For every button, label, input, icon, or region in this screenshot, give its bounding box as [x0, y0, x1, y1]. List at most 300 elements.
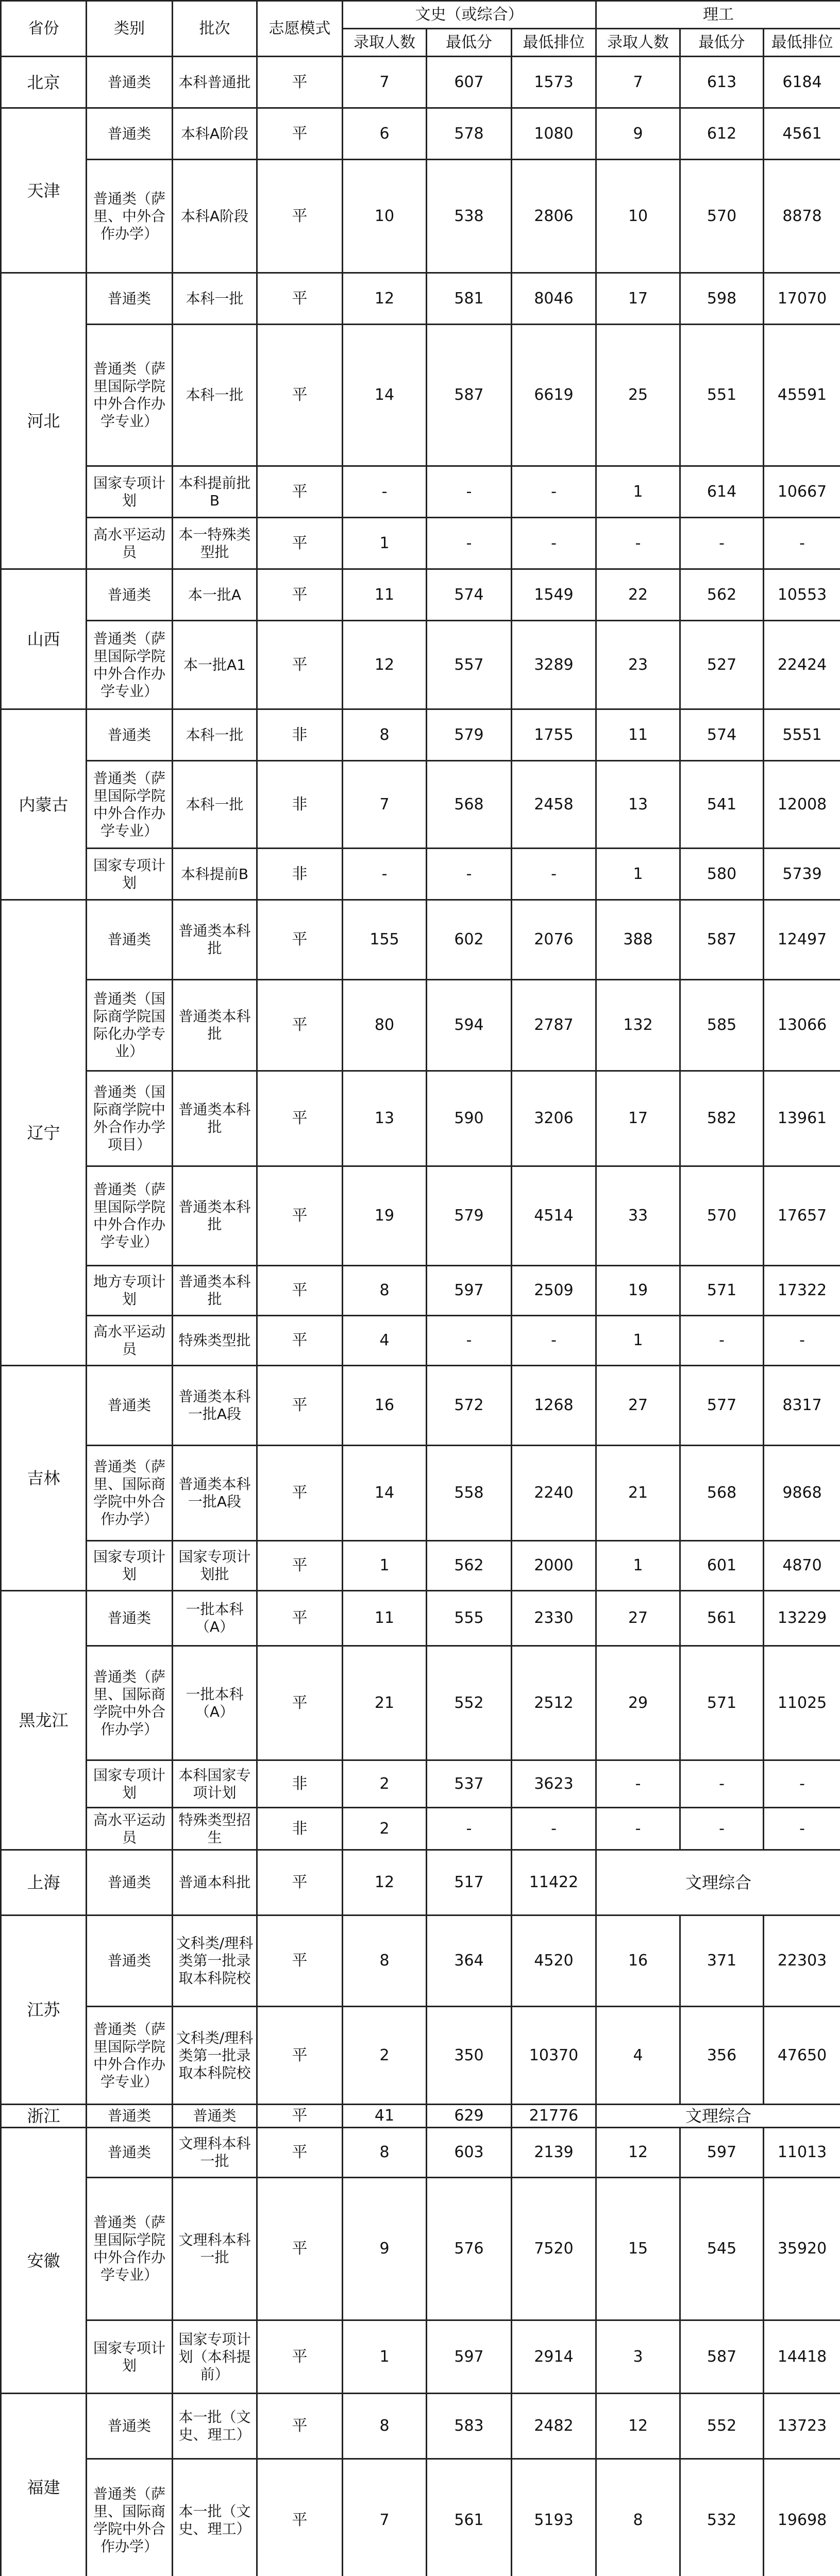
liberal-min-score: 561 [427, 2459, 512, 2576]
province-cell: 吉林 [1, 1366, 87, 1591]
liberal-admitted: 2 [343, 1760, 427, 1808]
science-min-rank: 35920 [764, 2178, 840, 2320]
mode-cell: 平 [257, 1071, 343, 1166]
category-cell: 普通类（国际商学院国际化办学专业） [87, 980, 173, 1071]
liberal-min-score: 568 [427, 761, 512, 849]
batch-cell: 普通类本科批 [173, 1266, 257, 1316]
liberal-min-rank: 1268 [512, 1366, 596, 1446]
liberal-admitted: 41 [343, 2105, 427, 2128]
science-min-score: 582 [680, 1071, 764, 1166]
science-min-score: 613 [680, 57, 764, 108]
mode-cell: 平 [257, 325, 343, 466]
batch-cell: 普通类本科批 [173, 1071, 257, 1166]
category-cell: 普通类 [87, 273, 173, 325]
science-admitted: 4 [596, 2007, 680, 2105]
liberal-min-rank: 7520 [512, 2178, 596, 2320]
batch-cell: 普通类本科批 [173, 1166, 257, 1266]
table-row [1, 1316, 840, 1366]
liberal-min-rank: 3623 [512, 1760, 596, 1808]
science-admitted: 11 [596, 709, 680, 761]
mode-cell: 平 [257, 273, 343, 325]
liberal-min-rank: 2806 [512, 160, 596, 273]
batch-cell: 一批本科（A） [173, 1646, 257, 1760]
science-admitted: 1 [596, 849, 680, 900]
science-min-score: 570 [680, 160, 764, 273]
science-admitted: 8 [596, 2459, 680, 2576]
science-min-rank: 8878 [764, 160, 840, 273]
table-row [1, 2007, 840, 2105]
liberal-min-score: 557 [427, 621, 512, 709]
liberal-admitted: 155 [343, 900, 427, 980]
batch-cell: 普通类本科批 [173, 980, 257, 1071]
category-cell: 普通类 [87, 2128, 173, 2178]
science-min-score: 577 [680, 1366, 764, 1446]
mode-cell: 平 [257, 900, 343, 980]
category-cell: 普通类 [87, 569, 173, 621]
batch-cell: 本一批（文史、理工） [173, 2394, 257, 2459]
science-min-rank: 13229 [764, 1591, 840, 1646]
mode-cell: 平 [257, 1646, 343, 1760]
table-row [1, 980, 840, 1071]
science-admitted: 16 [596, 1916, 680, 2007]
science-min-rank: 12497 [764, 900, 840, 980]
science-min-rank: - [764, 518, 840, 569]
liberal-admitted: 2 [343, 1808, 427, 1850]
mode-cell: 平 [257, 1166, 343, 1266]
science-min-rank: 13066 [764, 980, 840, 1071]
batch-cell: 一批本科（A） [173, 1591, 257, 1646]
table-row [1, 1071, 840, 1166]
science-min-rank: 22303 [764, 1916, 840, 2007]
liberal-admitted: 12 [343, 273, 427, 325]
science-min-score: 612 [680, 108, 764, 160]
science-min-rank: 14418 [764, 2320, 840, 2394]
liberal-min-score: 594 [427, 980, 512, 1071]
mode-cell: 平 [257, 1850, 343, 1916]
subheader-cell: 最低分 [680, 29, 764, 57]
science-min-score: - [680, 1808, 764, 1850]
science-admitted: 29 [596, 1646, 680, 1760]
batch-cell: 本科国家专项计划 [173, 1760, 257, 1808]
category-cell: 普通类 [87, 1916, 173, 2007]
table-row [1, 2320, 840, 2394]
batch-cell: 普通类本科一批A段 [173, 1366, 257, 1446]
table-row [1, 1366, 840, 1446]
liberal-min-rank: 21776 [512, 2105, 596, 2128]
science-admitted: 12 [596, 2394, 680, 2459]
table-row [1, 1760, 840, 1808]
science-min-rank: 6184 [764, 57, 840, 108]
category-cell: 国家专项计划 [87, 849, 173, 900]
province-cell: 浙江 [1, 2105, 87, 2128]
liberal-min-rank: 2787 [512, 980, 596, 1071]
batch-cell: 文科类/理科类第一批录取本科院校 [173, 1916, 257, 2007]
science-admitted: 33 [596, 1166, 680, 1266]
category-cell: 普通类 [87, 108, 173, 160]
liberal-min-rank: 2139 [512, 2128, 596, 2178]
table-row [1, 709, 840, 761]
mode-cell: 平 [257, 2128, 343, 2178]
table-row [1, 160, 840, 273]
province-cell: 安徽 [1, 2128, 87, 2394]
table-row [1, 621, 840, 709]
liberal-admitted: 6 [343, 108, 427, 160]
mode-cell: 平 [257, 569, 343, 621]
liberal-admitted: 8 [343, 2128, 427, 2178]
liberal-min-score: 576 [427, 2178, 512, 2320]
science-admitted: 17 [596, 1071, 680, 1166]
liberal-admitted: 12 [343, 621, 427, 709]
mode-cell: 非 [257, 709, 343, 761]
liberal-min-score: 603 [427, 2128, 512, 2178]
subheader-cell: 最低分 [427, 29, 512, 57]
liberal-min-score: 590 [427, 1071, 512, 1166]
mode-cell: 平 [257, 2459, 343, 2576]
science-min-score: 601 [680, 1541, 764, 1591]
science-min-rank: 17070 [764, 273, 840, 325]
category-cell: 普通类（萨里国际学院中外合作办学专业） [87, 1166, 173, 1266]
science-min-score: 570 [680, 1166, 764, 1266]
mode-cell: 平 [257, 1916, 343, 2007]
science-min-score: 598 [680, 273, 764, 325]
science-min-score: - [680, 1760, 764, 1808]
table-row [1, 1916, 840, 2007]
science-admitted: 388 [596, 900, 680, 980]
liberal-min-score: 517 [427, 1850, 512, 1916]
science-admitted: 10 [596, 160, 680, 273]
science-min-score: 587 [680, 900, 764, 980]
science-min-rank: 13723 [764, 2394, 840, 2459]
batch-cell: 本科一批 [173, 273, 257, 325]
batch-cell: 本科普通批 [173, 57, 257, 108]
mode-cell: 平 [257, 1591, 343, 1646]
table-row [1, 2178, 840, 2320]
science-admitted: 1 [596, 466, 680, 518]
science-admitted: 1 [596, 1541, 680, 1591]
liberal-min-score: 572 [427, 1366, 512, 1446]
science-admitted: 9 [596, 108, 680, 160]
liberal-min-score: 607 [427, 57, 512, 108]
science-min-rank: 47650 [764, 2007, 840, 2105]
batch-cell: 本一特殊类型批 [173, 518, 257, 569]
mode-cell: 平 [257, 518, 343, 569]
science-min-score: 371 [680, 1916, 764, 2007]
category-cell: 普通类 [87, 2105, 173, 2128]
science-min-rank: 11013 [764, 2128, 840, 2178]
liberal-min-rank: 2482 [512, 2394, 596, 2459]
liberal-min-score: 578 [427, 108, 512, 160]
liberal-admitted: 9 [343, 2178, 427, 2320]
mode-cell: 平 [257, 1266, 343, 1316]
header-province: 省份 [1, 1, 87, 57]
table-row [1, 273, 840, 325]
liberal-admitted: 2 [343, 2007, 427, 2105]
liberal-min-rank: 11422 [512, 1850, 596, 1916]
header-science: 理工 [596, 1, 840, 29]
table-row [1, 2394, 840, 2459]
science-min-score: 562 [680, 569, 764, 621]
liberal-min-score: 597 [427, 1266, 512, 1316]
science-min-rank: 4870 [764, 1541, 840, 1591]
liberal-admitted: 14 [343, 1446, 427, 1541]
batch-cell: 国家专项计划（本科提前） [173, 2320, 257, 2394]
science-min-score: 532 [680, 2459, 764, 2576]
science-min-rank: 17322 [764, 1266, 840, 1316]
science-min-score: 587 [680, 2320, 764, 2394]
liberal-min-score: 579 [427, 709, 512, 761]
science-min-rank: 9868 [764, 1446, 840, 1541]
liberal-admitted: 8 [343, 2394, 427, 2459]
category-cell: 普通类 [87, 2394, 173, 2459]
batch-cell: 本科A阶段 [173, 160, 257, 273]
category-cell: 高水平运动员 [87, 518, 173, 569]
science-min-rank: 22424 [764, 621, 840, 709]
liberal-min-rank: 2512 [512, 1646, 596, 1760]
category-cell: 高水平运动员 [87, 1316, 173, 1366]
category-cell: 普通类 [87, 1591, 173, 1646]
liberal-admitted: 16 [343, 1366, 427, 1446]
table-row [1, 1591, 840, 1646]
liberal-min-score: 350 [427, 2007, 512, 2105]
liberal-min-rank: 1573 [512, 57, 596, 108]
science-min-score: - [680, 1316, 764, 1366]
province-cell: 内蒙古 [1, 709, 87, 900]
table-row [1, 1166, 840, 1266]
province-cell: 北京 [1, 57, 87, 108]
category-cell: 普通类（萨里国际学院中外合作办学专业） [87, 2007, 173, 2105]
mode-cell: 平 [257, 2007, 343, 2105]
liberal-min-score: 555 [427, 1591, 512, 1646]
batch-cell: 本科一批 [173, 325, 257, 466]
mode-cell: 非 [257, 761, 343, 849]
science-admitted: 22 [596, 569, 680, 621]
liberal-admitted: 8 [343, 709, 427, 761]
liberal-min-rank: 2914 [512, 2320, 596, 2394]
batch-cell: 本科提前B [173, 849, 257, 900]
batch-cell: 普通本科批 [173, 1850, 257, 1916]
category-cell: 普通类 [87, 900, 173, 980]
science-min-score: 571 [680, 1266, 764, 1316]
mode-cell: 平 [257, 1446, 343, 1541]
category-cell: 普通类（萨里国际学院中外合作办学专业） [87, 621, 173, 709]
liberal-min-rank: 5193 [512, 2459, 596, 2576]
table-row [1, 1446, 840, 1541]
science-min-score: - [680, 518, 764, 569]
liberal-admitted: 21 [343, 1646, 427, 1760]
science-min-rank: 12008 [764, 761, 840, 849]
batch-cell: 文理科本科一批 [173, 2128, 257, 2178]
category-cell: 国家专项计划 [87, 1760, 173, 1808]
batch-cell: 本科一批 [173, 709, 257, 761]
category-cell: 普通类 [87, 57, 173, 108]
mode-cell: 平 [257, 621, 343, 709]
liberal-min-score: - [427, 466, 512, 518]
liberal-min-rank: 1080 [512, 108, 596, 160]
table-row [1, 761, 840, 849]
science-min-score: 585 [680, 980, 764, 1071]
liberal-admitted: 1 [343, 1541, 427, 1591]
batch-cell: 本科一批 [173, 761, 257, 849]
table-row [1, 1646, 840, 1760]
batch-cell: 本科A阶段 [173, 108, 257, 160]
liberal-admitted: 11 [343, 569, 427, 621]
province-cell: 福建 [1, 2394, 87, 2576]
science-min-score: 568 [680, 1446, 764, 1541]
science-min-rank: 19698 [764, 2459, 840, 2576]
liberal-admitted: 7 [343, 2459, 427, 2576]
category-cell: 普通类（萨里、国际商学院中外合作办学） [87, 1646, 173, 1760]
science-admitted: 27 [596, 1591, 680, 1646]
subheader-cell: 录取人数 [596, 29, 680, 57]
liberal-min-score: 574 [427, 569, 512, 621]
batch-cell: 本一批A1 [173, 621, 257, 709]
category-cell: 国家专项计划 [87, 2320, 173, 2394]
batch-cell: 本科提前批B [173, 466, 257, 518]
header-liberal-arts: 文史（或综合） [343, 1, 596, 29]
category-cell: 普通类 [87, 1366, 173, 1446]
liberal-min-rank: 2240 [512, 1446, 596, 1541]
table-row [1, 569, 840, 621]
liberal-min-rank: 2000 [512, 1541, 596, 1591]
liberal-admitted: 13 [343, 1071, 427, 1166]
science-min-score: 527 [680, 621, 764, 709]
subheader-cell: 录取人数 [343, 29, 427, 57]
category-cell: 普通类 [87, 1850, 173, 1916]
liberal-min-rank: - [512, 849, 596, 900]
liberal-min-score: - [427, 1808, 512, 1850]
subheader-cell: 最低排位 [764, 29, 840, 57]
category-cell: 地方专项计划 [87, 1266, 173, 1316]
table-row [1, 108, 840, 160]
liberal-admitted: 7 [343, 761, 427, 849]
batch-cell: 普通类本科一批A段 [173, 1446, 257, 1541]
liberal-admitted: 8 [343, 1266, 427, 1316]
science-min-rank: 45591 [764, 325, 840, 466]
science-admitted: 12 [596, 2128, 680, 2178]
table-row [1, 325, 840, 466]
table-row [1, 1541, 840, 1591]
liberal-min-rank: - [512, 518, 596, 569]
province-cell: 河北 [1, 273, 87, 569]
table-row [1, 1850, 840, 1916]
category-cell: 普通类 [87, 709, 173, 761]
mode-cell: 平 [257, 1541, 343, 1591]
category-cell: 普通类（萨里、中外合作办学） [87, 160, 173, 273]
science-admitted: 3 [596, 2320, 680, 2394]
science-min-rank: - [764, 1760, 840, 1808]
liberal-min-rank: 2076 [512, 900, 596, 980]
mode-cell: 平 [257, 2105, 343, 2128]
batch-cell: 特殊类型批 [173, 1316, 257, 1366]
science-admitted: - [596, 518, 680, 569]
table-row [1, 466, 840, 518]
table-row [1, 849, 840, 900]
liberal-min-rank: 3289 [512, 621, 596, 709]
liberal-min-score: 587 [427, 325, 512, 466]
liberal-min-rank: 2509 [512, 1266, 596, 1316]
science-admitted: 7 [596, 57, 680, 108]
science-min-rank: 11025 [764, 1646, 840, 1760]
mode-cell: 平 [257, 466, 343, 518]
liberal-admitted: 19 [343, 1166, 427, 1266]
merged-note: 文理综合 [596, 1850, 840, 1916]
table-row [1, 900, 840, 980]
science-min-score: 571 [680, 1646, 764, 1760]
liberal-min-rank: 2330 [512, 1591, 596, 1646]
mode-cell: 非 [257, 1760, 343, 1808]
science-min-rank: 17657 [764, 1166, 840, 1266]
batch-cell: 特殊类型招生 [173, 1808, 257, 1850]
science-min-score: 580 [680, 849, 764, 900]
table-row [1, 1808, 840, 1850]
liberal-min-score: 538 [427, 160, 512, 273]
science-min-score: 574 [680, 709, 764, 761]
liberal-admitted: - [343, 466, 427, 518]
liberal-min-score: 537 [427, 1760, 512, 1808]
header-mode: 志愿模式 [257, 1, 343, 57]
province-cell: 江苏 [1, 1916, 87, 2105]
liberal-min-score: 581 [427, 273, 512, 325]
category-cell: 高水平运动员 [87, 1808, 173, 1850]
province-cell: 上海 [1, 1850, 87, 1916]
province-cell: 天津 [1, 108, 87, 273]
liberal-min-rank: - [512, 1316, 596, 1366]
science-admitted: 19 [596, 1266, 680, 1316]
liberal-min-rank: 1549 [512, 569, 596, 621]
science-admitted: - [596, 1760, 680, 1808]
liberal-min-score: 583 [427, 2394, 512, 2459]
mode-cell: 平 [257, 160, 343, 273]
science-min-score: 551 [680, 325, 764, 466]
liberal-min-score: 597 [427, 2320, 512, 2394]
liberal-min-rank: 8046 [512, 273, 596, 325]
mode-cell: 非 [257, 849, 343, 900]
liberal-admitted: 1 [343, 2320, 427, 2394]
province-cell: 山西 [1, 569, 87, 709]
science-min-rank: 8317 [764, 1366, 840, 1446]
science-admitted: 13 [596, 761, 680, 849]
liberal-admitted: 12 [343, 1850, 427, 1916]
liberal-admitted: 1 [343, 518, 427, 569]
science-admitted: 17 [596, 273, 680, 325]
liberal-min-score: 602 [427, 900, 512, 980]
header-category: 类别 [87, 1, 173, 57]
liberal-min-rank: 10370 [512, 2007, 596, 2105]
mode-cell: 平 [257, 57, 343, 108]
table-row [1, 2128, 840, 2178]
science-admitted: 132 [596, 980, 680, 1071]
category-cell: 国家专项计划 [87, 466, 173, 518]
table-row [1, 57, 840, 108]
science-min-rank: 5739 [764, 849, 840, 900]
category-cell: 普通类（国际商学院中外合作办学项目） [87, 1071, 173, 1166]
mode-cell: 平 [257, 1316, 343, 1366]
category-cell: 普通类（萨里国际学院中外合作办学专业） [87, 761, 173, 849]
liberal-min-score: - [427, 849, 512, 900]
science-min-rank: 5551 [764, 709, 840, 761]
liberal-min-score: 364 [427, 1916, 512, 2007]
science-admitted: 1 [596, 1316, 680, 1366]
liberal-min-rank: - [512, 1808, 596, 1850]
table-row [1, 518, 840, 569]
science-min-score: 561 [680, 1591, 764, 1646]
batch-cell: 文理科本科一批 [173, 2178, 257, 2320]
liberal-min-rank: 3206 [512, 1071, 596, 1166]
liberal-min-rank: 4520 [512, 1916, 596, 2007]
batch-cell: 本一批（文史、理工） [173, 2459, 257, 2576]
category-cell: 普通类（萨里、国际商学院中外合作办学） [87, 1446, 173, 1541]
science-admitted: 27 [596, 1366, 680, 1446]
